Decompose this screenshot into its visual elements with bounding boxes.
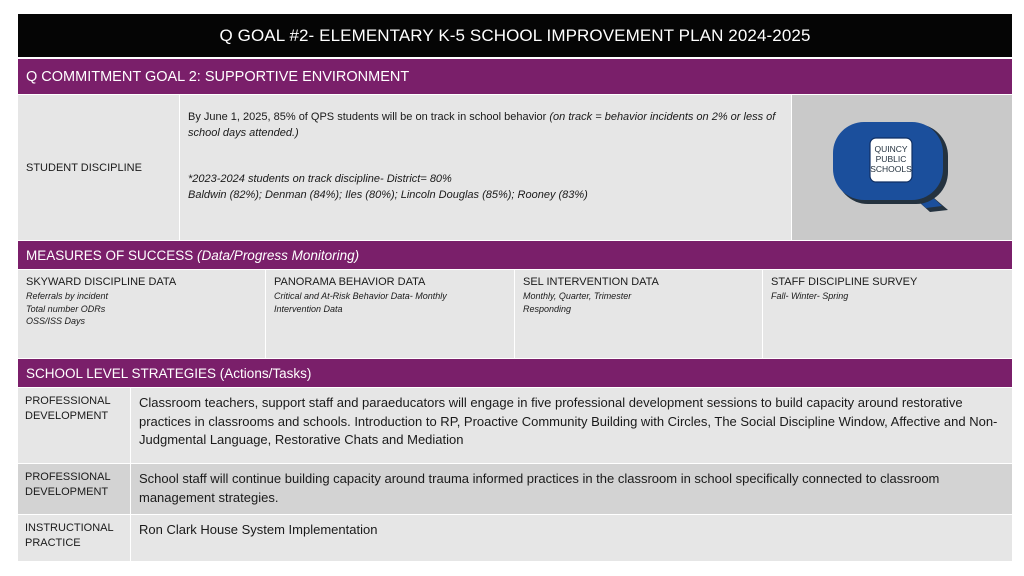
measures-heading-note: (Data/Progress Monitoring) — [197, 247, 360, 263]
measure-staff-survey — [763, 270, 1012, 358]
measure-line: Monthly, Quarter, Trimester — [523, 291, 632, 301]
strategy-label: INSTRUCTIONAL PRACTICE — [18, 515, 130, 561]
goal-label-text: STUDENT DISCIPLINE — [26, 161, 142, 174]
page-title: Q GOAL #2- ELEMENTARY K-5 SCHOOL IMPROVEMENT PLAN 2024-2025 — [18, 14, 1012, 57]
measure-title: SKYWARD DISCIPLINE DATA — [26, 276, 177, 288]
measure-line: Total number ODRs — [26, 303, 106, 314]
measure-line: OSS/ISS Days — [26, 316, 86, 326]
goal-statement-note: (on track = behavior incidents on 2% or less of school days attended.) — [188, 111, 776, 139]
measure-line: Referrals by incident — [26, 291, 109, 301]
strategy-label: PROFESSIONAL DEVELOPMENT — [18, 388, 130, 463]
goal-schools-text: Baldwin (82%); Denman (84%); Iles (80%); Lincoln Douglas (85%); Rooney (83%) — [188, 188, 588, 201]
measure-skyward — [18, 270, 265, 358]
measure-line: Intervention Data — [274, 303, 343, 314]
quincy-public-schools-q-logo-icon — [832, 122, 954, 214]
measure-title: SEL INTERVENTION DATA — [523, 276, 659, 288]
measures-heading — [18, 241, 1012, 269]
measure-title: PANORAMA BEHAVIOR DATA — [274, 276, 426, 288]
strategy-text: Classroom teachers, support staff and paraeducators will engage in five professional development sessions to build capacity around restorative practices in classrooms and schools. Introduction to RP, Proactive Community Building with Circles, The Social Discipline Window, Affective and Non-Judgmental Language, Restorative Chats and Mediation — [131, 388, 1012, 463]
strategy-text: Ron Clark House System Implementation — [131, 515, 1012, 561]
measure-line: Critical and At-Risk Behavior Data- Monthly — [274, 291, 447, 301]
goal-baseline — [188, 172, 783, 188]
measure-line: Fall- Winter- Spring — [771, 291, 849, 301]
logo-line1: QUINCY — [874, 144, 908, 154]
strategy-text: School staff will continue building capacity around trauma informed practices in the classroom in school specifically connected to classroom management strategies. — [131, 464, 1012, 514]
strategies-heading: SCHOOL LEVEL STRATEGIES (Actions/Tasks) — [18, 359, 1012, 387]
logo-line3: SCHOOLS — [870, 164, 912, 174]
commitment-goal-banner: Q COMMITMENT GOAL 2: SUPPORTIVE ENVIRONMENT — [18, 59, 1012, 94]
goal-statement-text: By June 1, 2025, 85% of QPS students will be on track in school behavior — [188, 111, 550, 123]
measure-line: Responding — [523, 303, 572, 314]
goal-label — [18, 95, 179, 240]
strategy-label: PROFESSIONAL DEVELOPMENT — [18, 464, 130, 514]
measure-panorama — [266, 270, 514, 358]
goal-description — [180, 95, 791, 240]
measures-heading-text: MEASURES OF SUCCESS — [26, 247, 194, 263]
logo-line2: PUBLIC — [875, 154, 907, 164]
measure-title: STAFF DISCIPLINE SURVEY — [771, 276, 918, 288]
measure-sel — [515, 270, 762, 358]
logo-panel — [792, 95, 1012, 240]
goal-schools — [188, 188, 783, 204]
goal-baseline-text: *2023-2024 students on track discipline- District= 80% — [188, 173, 452, 185]
goal-statement — [188, 110, 783, 141]
